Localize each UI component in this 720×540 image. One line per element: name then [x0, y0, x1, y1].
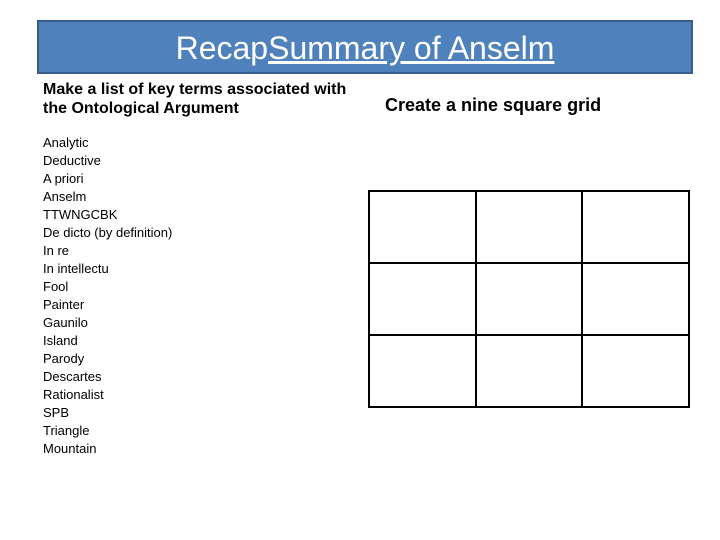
- grid-cell-9: [582, 335, 689, 407]
- list-item: Painter: [43, 297, 85, 312]
- grid-cell-4: [369, 263, 476, 335]
- grid-cell-2: [476, 191, 583, 263]
- nine-square-grid: [368, 190, 690, 408]
- grid-cell-3: [582, 191, 689, 263]
- list-item: In re: [43, 243, 70, 258]
- right-heading: Create a nine square grid: [385, 95, 602, 115]
- list-item: Parody: [43, 351, 85, 366]
- list-item: Deductive: [43, 153, 101, 168]
- list-item: Triangle: [43, 423, 90, 438]
- list-item: Analytic: [43, 135, 89, 150]
- list-item: Island: [43, 333, 78, 348]
- title-bar: [37, 20, 693, 74]
- list-item: SPB: [43, 405, 70, 420]
- grid-cell-8: [476, 335, 583, 407]
- grid-cell-5: [476, 263, 583, 335]
- list-item: Anselm: [43, 189, 87, 204]
- list-item: Descartes: [43, 369, 102, 384]
- title-prefix: Recap: [175, 30, 269, 66]
- list-item: Fool: [43, 279, 69, 294]
- list-item: A priori: [43, 171, 84, 186]
- list-item: In intellectu: [43, 261, 109, 276]
- list-item: Rationalist: [43, 387, 104, 402]
- grid-cell-1: [369, 191, 476, 263]
- grid-cell-6: [582, 263, 689, 335]
- key-terms-list: [43, 134, 172, 458]
- grid-cell-7: [369, 335, 476, 407]
- list-item: TTWNGCBK: [43, 207, 118, 222]
- title-link[interactable]: Summary of Anselm: [268, 30, 555, 66]
- list-item: Mountain: [43, 441, 97, 456]
- list-item: Gaunilo: [43, 315, 88, 330]
- left-heading: Make a list of key terms associated with the Ontological Argument: [43, 81, 347, 117]
- list-item: De dicto (by definition): [43, 225, 173, 240]
